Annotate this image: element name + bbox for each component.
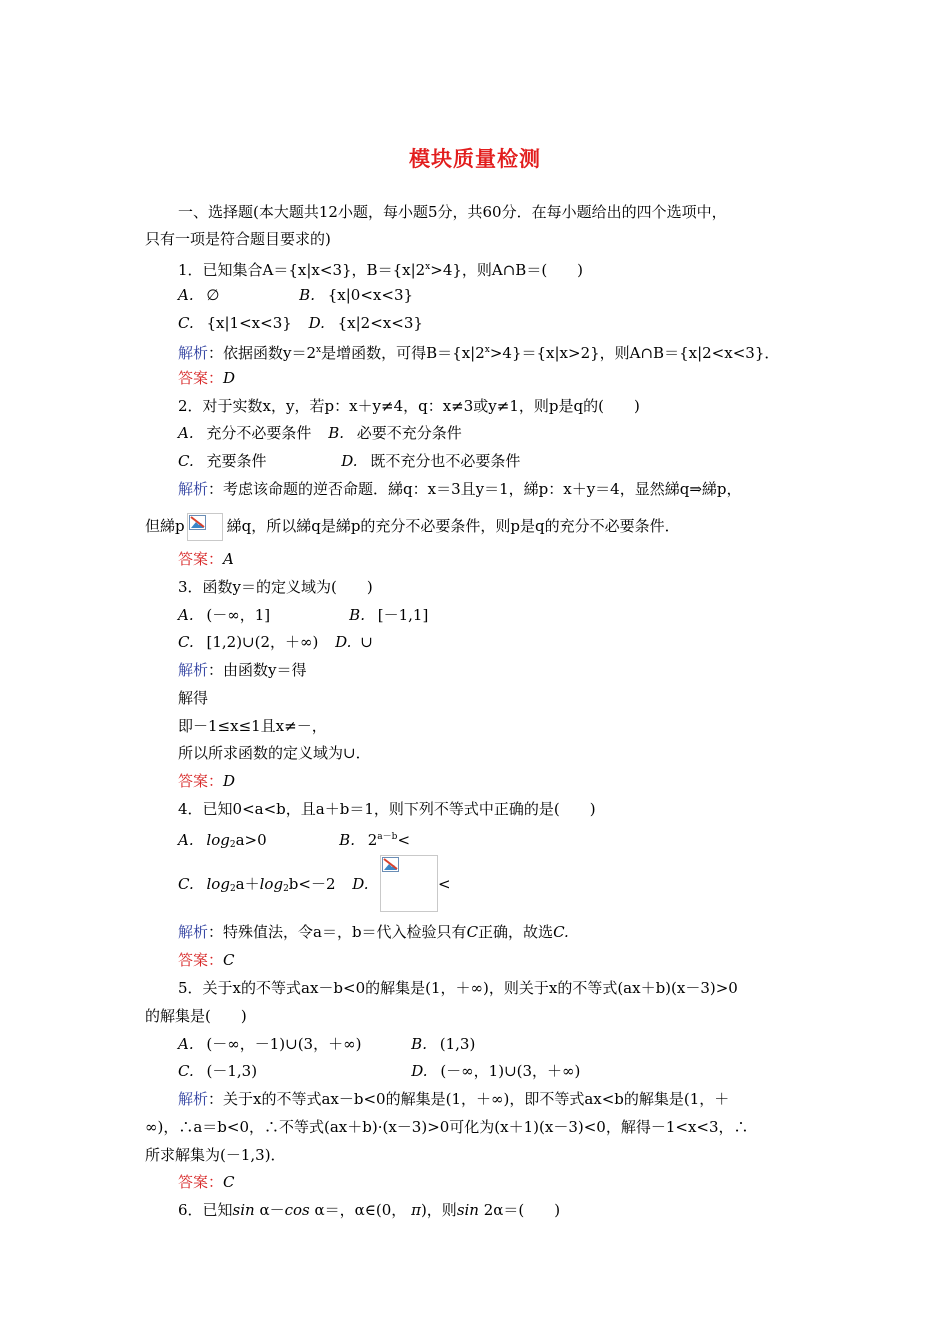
q4-option-b-sup: a－b — [377, 832, 398, 842]
q2-options-cd — [178, 451, 520, 471]
q6-stem — [178, 1200, 560, 1220]
q1-answer-label: 答案： — [178, 369, 224, 387]
broken-image-icon — [187, 513, 223, 541]
q1-analysis-a: ：依据函数y＝2 — [208, 344, 317, 362]
q6-stem-b: α－ — [259, 1201, 285, 1219]
q1-option-c: {x|1<x<3} — [206, 314, 292, 332]
q6-stem-cos: cos — [284, 1201, 310, 1219]
q4-stem: 4．已知0<a<b，且a＋b＝1，则下列不等式中正确的是( ) — [178, 800, 596, 818]
q1-option-d: {x|2<x<3} — [337, 314, 423, 332]
q2-option-c: 充要条件 — [206, 452, 267, 470]
q1-option-a-label: A. — [178, 286, 194, 304]
q2-analysis-label: 解析 — [178, 480, 209, 498]
q1-option-d-label: D. — [308, 314, 325, 332]
q1-answer-value: D — [223, 369, 236, 387]
q4-options-cd — [178, 874, 391, 899]
q5-answer — [178, 1172, 235, 1192]
q6-stem-pi: π — [411, 1201, 421, 1219]
q1-options-cd — [178, 313, 423, 333]
q4-option-c-log2: log — [259, 875, 284, 893]
q4-option-c-sub2: 2 — [283, 884, 289, 894]
q5-stem-line1: 5．关于x的不等式ax－b<0的解集是(1，＋∞)，则关于x的不等式(ax＋b)(x－3)>0 — [178, 979, 738, 997]
q2-option-a-label: A. — [178, 424, 194, 442]
q3-answer-value: D — [223, 772, 236, 790]
q1-option-c-label: C. — [178, 314, 194, 332]
q2-answer-value: A — [223, 550, 234, 568]
q5-stem-line2: 的解集是( ) — [145, 1007, 247, 1025]
q3-analysis-label: 解析 — [178, 661, 209, 679]
q3-option-a-label: A. — [178, 606, 194, 624]
q4-answer-label: 答案： — [178, 951, 224, 969]
q4-option-a — [206, 830, 334, 855]
q1-options-ab — [178, 285, 413, 305]
q4-option-c-label: C. — [178, 875, 194, 893]
q4-option-c-mid: a＋ — [235, 875, 260, 893]
q1-answer — [178, 368, 235, 388]
q5-option-b: (1,3) — [439, 1035, 476, 1053]
q1-option-b: {x|0<x<3} — [327, 286, 414, 304]
q4-analysis-label: 解析 — [178, 923, 209, 941]
q1-analysis-sup1: x — [316, 345, 322, 355]
q4-analysis-b: 正确，故选 — [478, 923, 554, 941]
q5-analysis-text1: ：关于x的不等式ax－b<0的解集是(1，＋∞)，即不等式ax<b的解集是(1，＋ — [208, 1090, 730, 1108]
q1-analysis-b: 是增函数，可得B＝{x|2 — [321, 344, 485, 362]
q4-option-d-rest: < — [438, 875, 451, 893]
q2-option-b: 必要不充分条件 — [356, 424, 462, 442]
q3-analysis-text1: ：由函数y＝得 — [208, 661, 307, 679]
q4-option-c-rest: b<－2 — [288, 875, 336, 893]
section-heading-line2: 只有一项是符合题目要求的) — [145, 230, 331, 248]
q4-option-d-label: D. — [352, 875, 369, 893]
q2-analysis-text2a: 但綈p — [145, 517, 185, 535]
q2-stem: 2．对于实数x，y，若p：x＋y≠4，q：x≠3或y≠1，则p是q的( ) — [178, 397, 640, 415]
q2-analysis-line2 — [145, 513, 680, 541]
q6-stem-c: α＝，α∈(0， — [314, 1201, 407, 1219]
q5-option-b-label: B. — [411, 1035, 427, 1053]
q4-analysis-it: C — [466, 923, 479, 941]
section-heading-line1: 一、选择题(本大题共12小题，每小题5分，共60分．在每小题给出的四个选项中， — [178, 203, 727, 221]
q3-answer-label: 答案： — [178, 772, 224, 790]
q5-option-d-label: D. — [411, 1062, 428, 1080]
q3-analysis-line1 — [178, 660, 307, 680]
q5-analysis-line2: ∞)，∴a＝b<0，∴不等式(ax＋b)·(x－3)>0可化为(x＋1)(x－3)<0，解得－1<x<3，∴ — [145, 1118, 749, 1136]
q5-answer-label: 答案： — [178, 1173, 224, 1191]
q2-analysis-text1: ：考虑该命题的逆否命题．綈q：x＝3且y＝1，綈p：x＋y＝4，显然綈q⇒綈p， — [208, 480, 742, 498]
q6-stem-sin2: sin — [456, 1201, 479, 1219]
q4-option-c — [207, 875, 336, 893]
q2-analysis-text2b: 綈q，所以綈q是綈p的充分不必要条件，则p是q的充分不必要条件． — [226, 517, 680, 535]
q3-option-b: [－1,1] — [377, 606, 429, 624]
q4-option-a-rest: a>0 — [235, 831, 267, 849]
q6-stem-d: )，则 — [420, 1201, 457, 1219]
q5-analysis-line1 — [178, 1089, 729, 1109]
q4-analysis — [178, 922, 569, 942]
q3-option-a: (－∞，1] — [206, 606, 271, 624]
q1-option-b-label: B. — [299, 286, 315, 304]
q5-option-a: (－∞，－1)∪(3，＋∞) — [206, 1035, 362, 1053]
q3-option-c: [1,2)∪(2，＋∞) — [206, 633, 319, 651]
q3-option-d: ∪ — [360, 633, 373, 651]
q5-option-c: (－1,3) — [206, 1062, 258, 1080]
broken-image-icon — [380, 855, 438, 912]
q1-option-a: ∅ — [206, 286, 220, 304]
q4-options-ab — [178, 827, 410, 855]
q5-option-c-label: C. — [178, 1062, 194, 1080]
q3-answer — [178, 771, 235, 791]
q3-analysis-line3: 即－1≤x≤1且x≠－， — [178, 717, 327, 735]
q4-analysis-a: ：特殊值法，令a＝，b＝代入检验只有 — [208, 923, 467, 941]
q6-stem-sin: sin — [232, 1201, 255, 1219]
q1-stem-sup: x — [425, 262, 431, 272]
q4-analysis-it2: C. — [553, 923, 569, 941]
q2-answer — [178, 549, 234, 569]
q2-option-b-label: B. — [328, 424, 344, 442]
q4-option-a-log: log — [206, 831, 230, 849]
page-title: 模块质量检测 — [409, 147, 541, 171]
q1-analysis-c: >4}＝{x|x>2}，则A∩B＝{x|2<x<3}． — [489, 344, 780, 362]
q6-stem-a: 6．已知 — [178, 1201, 233, 1219]
q3-options-ab — [178, 605, 428, 625]
q2-option-a: 充分不必要条件 — [206, 424, 312, 442]
q5-analysis-label: 解析 — [178, 1090, 209, 1108]
q2-option-d: 既不充分也不必要条件 — [370, 452, 521, 470]
q2-answer-label: 答案： — [178, 550, 224, 568]
q1-stem — [178, 257, 583, 280]
q4-option-b-label: B. — [339, 831, 355, 849]
q4-option-c-sub1: 2 — [229, 884, 236, 894]
q1-analysis-label: 解析 — [178, 344, 209, 362]
q5-options-cd — [178, 1061, 580, 1081]
q1-analysis — [178, 340, 779, 363]
q4-answer — [178, 950, 235, 970]
q4-option-b-rest: < — [397, 831, 411, 849]
q4-option-b — [368, 831, 410, 849]
q3-option-c-label: C. — [178, 633, 194, 651]
q5-answer-value: C — [223, 1173, 235, 1191]
q2-options-ab — [178, 423, 462, 443]
q2-analysis-line1 — [178, 479, 742, 499]
q1-stem-text: 1．已知集合A＝{x|x<3}，B＝{x|2 — [178, 261, 426, 279]
q4-answer-value: C — [223, 951, 235, 969]
q5-option-a-label: A. — [178, 1035, 194, 1053]
q5-option-d: (－∞，1)∪(3，＋∞) — [440, 1062, 581, 1080]
q4-option-c-log1: log — [206, 875, 230, 893]
image-placeholder-icon — [382, 857, 399, 872]
q4-option-a-sub: 2 — [229, 840, 236, 850]
q3-option-d-label: D. — [335, 633, 352, 651]
q2-option-c-label: C. — [178, 452, 194, 470]
q3-options-cd — [178, 632, 373, 652]
image-placeholder-icon — [189, 515, 206, 530]
q3-analysis-line4: 所以所求函数的定义域为∪． — [178, 744, 371, 762]
q3-option-b-label: B. — [349, 606, 365, 624]
q1-analysis-sup2: x — [484, 345, 490, 355]
q4-option-a-label: A. — [178, 831, 194, 849]
q5-options-ab — [178, 1034, 475, 1054]
q3-analysis-line2: 解得 — [178, 689, 209, 707]
q3-stem: 3．函数y＝的定义域为( ) — [178, 578, 373, 596]
q1-stem-end: >4}，则A∩B＝( ) — [430, 261, 584, 279]
q6-stem-e: 2α＝( ) — [483, 1201, 561, 1219]
q2-option-d-label: D. — [341, 452, 358, 470]
q4-option-b-base: 2 — [367, 831, 378, 849]
q5-analysis-line3: 所求解集为(－1,3)． — [145, 1146, 286, 1164]
